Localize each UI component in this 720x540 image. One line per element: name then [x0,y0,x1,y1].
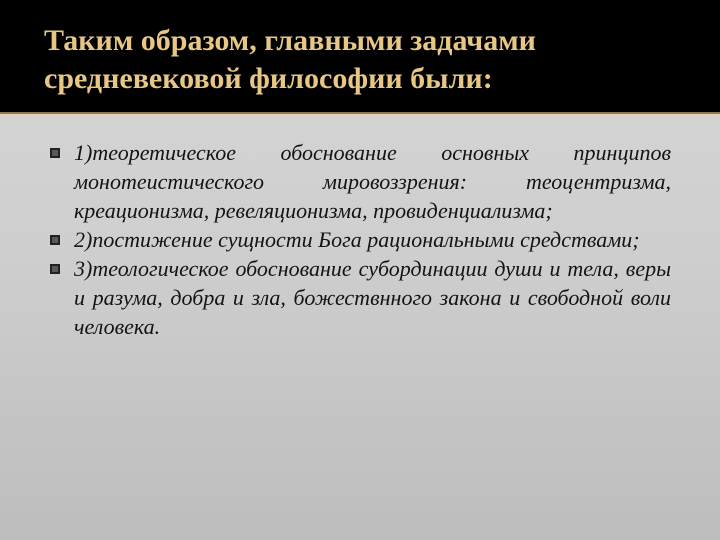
slide-title: Таким образом, главными задачами средневековой философии были: [44,24,536,95]
square-bullet-icon [50,235,60,245]
list-item [46,254,671,341]
list-item [46,138,671,225]
list-item-text: 3)теологическое обоснование субординации души и тела, веры и разума, добра и зла, божествнного закона и свободной воли человека. [74,256,671,339]
list-item-text: 2)постижение сущности Бога рациональными средствами; [74,227,640,252]
title-divider [0,112,720,115]
square-bullet-icon [50,148,60,158]
title-bar [0,0,720,112]
square-bullet-icon [50,264,60,274]
bullet-list [46,138,671,341]
list-item-text: 1)теоретическое обоснование основных принципов монотеистического мировоззрения: теоцентризма, креационизма, ревеляционизма, провиденциализма; [74,140,671,223]
list-item [46,225,671,254]
